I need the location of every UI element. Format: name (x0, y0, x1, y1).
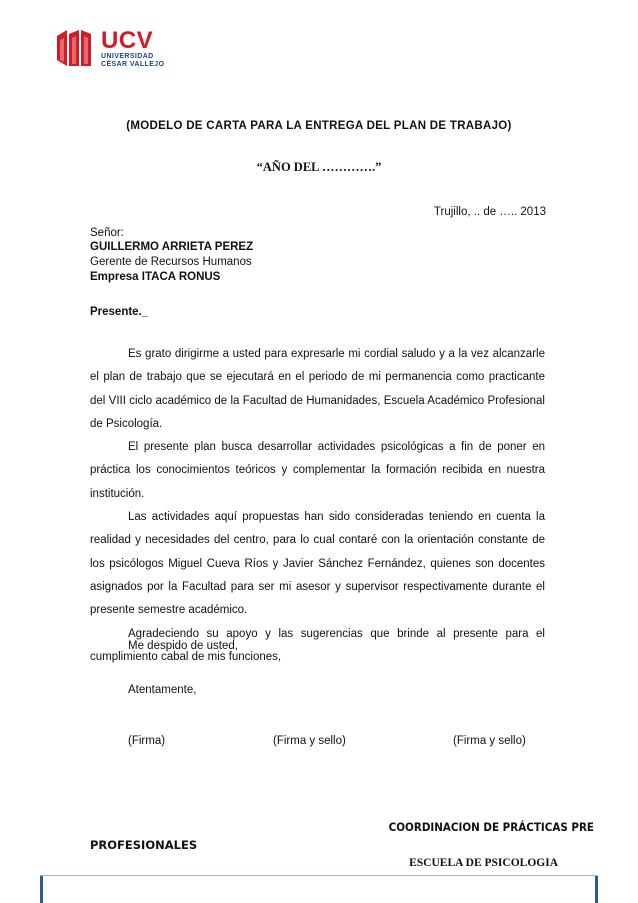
year-line: “AÑO DEL ………….” (256, 160, 382, 174)
signature-3: (Firma y sello) (453, 735, 526, 747)
recipient-name: GUILLERMO ARRIETA PEREZ (90, 241, 254, 253)
logo-university: UNIVERSIDAD (101, 53, 154, 60)
logo-university-name: CÉSAR VALLEJO (101, 61, 165, 68)
letter-date: Trujillo, .. de ….. 2013 (433, 206, 546, 218)
presente-heading: Presente._ (90, 306, 149, 318)
signature-1: (Firma) (128, 735, 166, 747)
coordination-line-2: PROFESIONALES (90, 838, 198, 852)
page-border (40, 876, 598, 903)
recipient-company: Empresa ITACA RONUS (90, 271, 221, 283)
logo-name: UCV (101, 27, 154, 54)
school-name: ESCUELA DE PSICOLOGIA (409, 857, 558, 869)
letter-model-title: (MODELO DE CARTA PARA LA ENTREGA DEL PLAN DE TRABAJO) (126, 120, 512, 132)
body-paragraph-4: Agradeciendo su apoyo y las sugerencias que brinde al presente para el cumplimiento cabal de mis funciones, (90, 627, 545, 663)
regards-text: Atentamente, (128, 684, 197, 696)
letter-body (90, 343, 545, 669)
salutation: Señor: (90, 227, 124, 239)
ucv-emblem-icon (55, 26, 99, 70)
ucv-logo (55, 26, 165, 70)
farewell-text: Me despido de usted, (128, 640, 238, 652)
coordination-line-1: COORDINACION DE PRÁCTICAS PRE (388, 820, 594, 834)
body-paragraph-3: Las actividades aquí propuestas han sido consideradas teniendo en cuenta la realidad y necesidades del centro, para lo cual contaré con la orientación constante de los psicólogos Miguel Cueva Ríos y Javier Sánchez Fernández, quienes son docentes asignados por la Facultad para ser mi asesor y supervisor respectivamente durante el presente semestre académico. (90, 511, 545, 617)
body-paragraph-2: El presente plan busca desarrollar actividades psicológicas a fin de poner en práctica los conocimientos teóricos y complementar la formación recibida en nuestra institución. (90, 441, 545, 500)
signature-2: (Firma y sello) (273, 735, 346, 747)
body-paragraph-1: Es grato dirigirme a usted para expresarle mi cordial saludo y a la vez alcanzarle el plan de trabajo que se ejecutará en el periodo de mi permanencia como practicante del VIII ciclo académico de la Facultad de Humanidades, Escuela Académico Profesional de Psicología. (90, 348, 545, 430)
recipient-position: Gerente de Recursos Humanos (90, 256, 252, 268)
